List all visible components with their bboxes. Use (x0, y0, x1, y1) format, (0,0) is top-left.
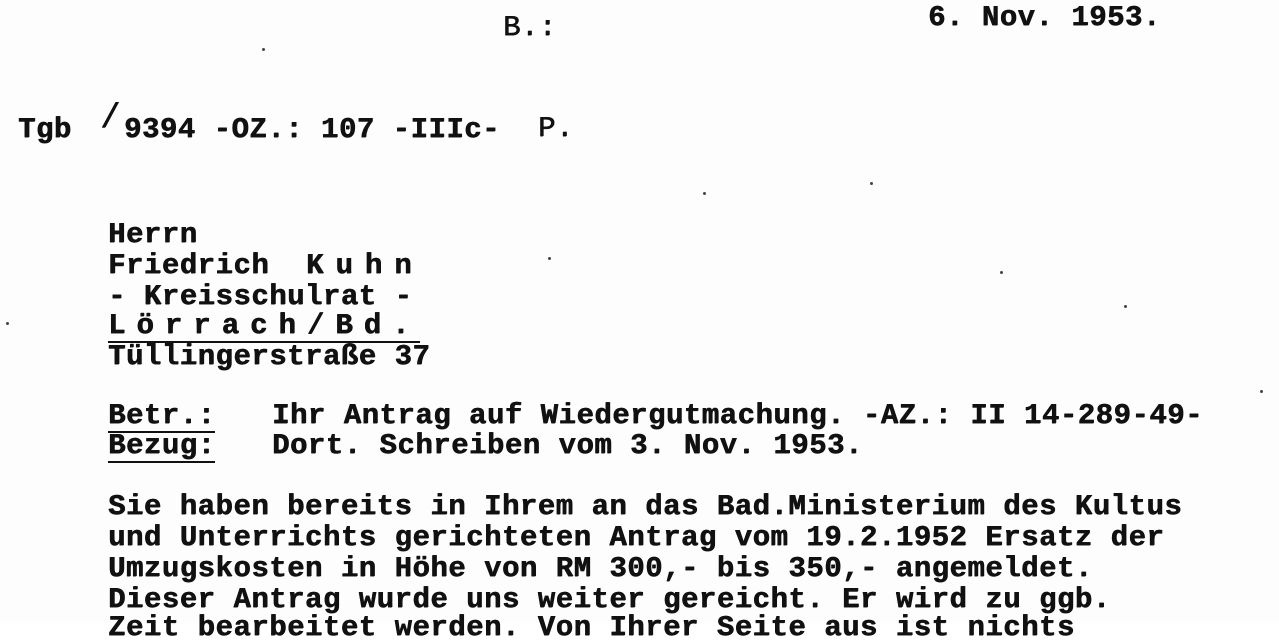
scan-speck (703, 192, 706, 195)
b-label: B.: (503, 11, 557, 44)
address-last-name: Kuhn (306, 249, 424, 282)
tgb-prefix: Tgb (18, 113, 72, 146)
address-title: - Kreisschulrat - (108, 280, 413, 313)
scan-speck (1000, 271, 1003, 274)
address-first-name: Friedrich (108, 249, 270, 282)
scan-speck (1124, 305, 1127, 308)
body-line: Dieser Antrag wurde uns weiter gereicht. Er wird zu ggb. (108, 583, 1111, 616)
tgb-suffix: P. (538, 112, 574, 145)
address-salutation: Herrn (108, 218, 198, 251)
tgb-number: 9394 -OZ.: 107 -IIIc- (124, 113, 500, 146)
scan-speck (262, 48, 265, 51)
tgb-slash: / (100, 100, 121, 138)
bezug-text: Dort. Schreiben vom 3. Nov. 1953. (272, 429, 863, 462)
letter-date: 6. Nov. 1953. (928, 1, 1161, 34)
address-city: Lörrach/Bd. (108, 309, 421, 342)
scan-speck (548, 257, 551, 260)
scan-speck (6, 322, 9, 325)
scan-speck (1260, 390, 1263, 393)
body-line: Zeit bearbeitet werden. Von Ihrer Seite aus ist nichts (108, 611, 1075, 644)
body-line: und Unterrichts gerichteten Antrag vom 19.2.1952 Ersatz der (108, 521, 1165, 554)
body-line: Umzugskosten in Höhe von RM 300,- bis 350,- angemeldet. (108, 552, 1093, 585)
address-street: Tüllingerstraße 37 (108, 340, 431, 373)
bezug-label: Bezug: (108, 429, 216, 462)
betr-text: Ihr Antrag auf Wiedergutmachung. -AZ.: II 14-289-49- (272, 399, 1203, 432)
scan-speck (870, 182, 873, 185)
body-line: Sie haben bereits in Ihrem an das Bad.Ministerium des Kultus (108, 490, 1183, 523)
betr-label: Betr.: (108, 399, 216, 432)
